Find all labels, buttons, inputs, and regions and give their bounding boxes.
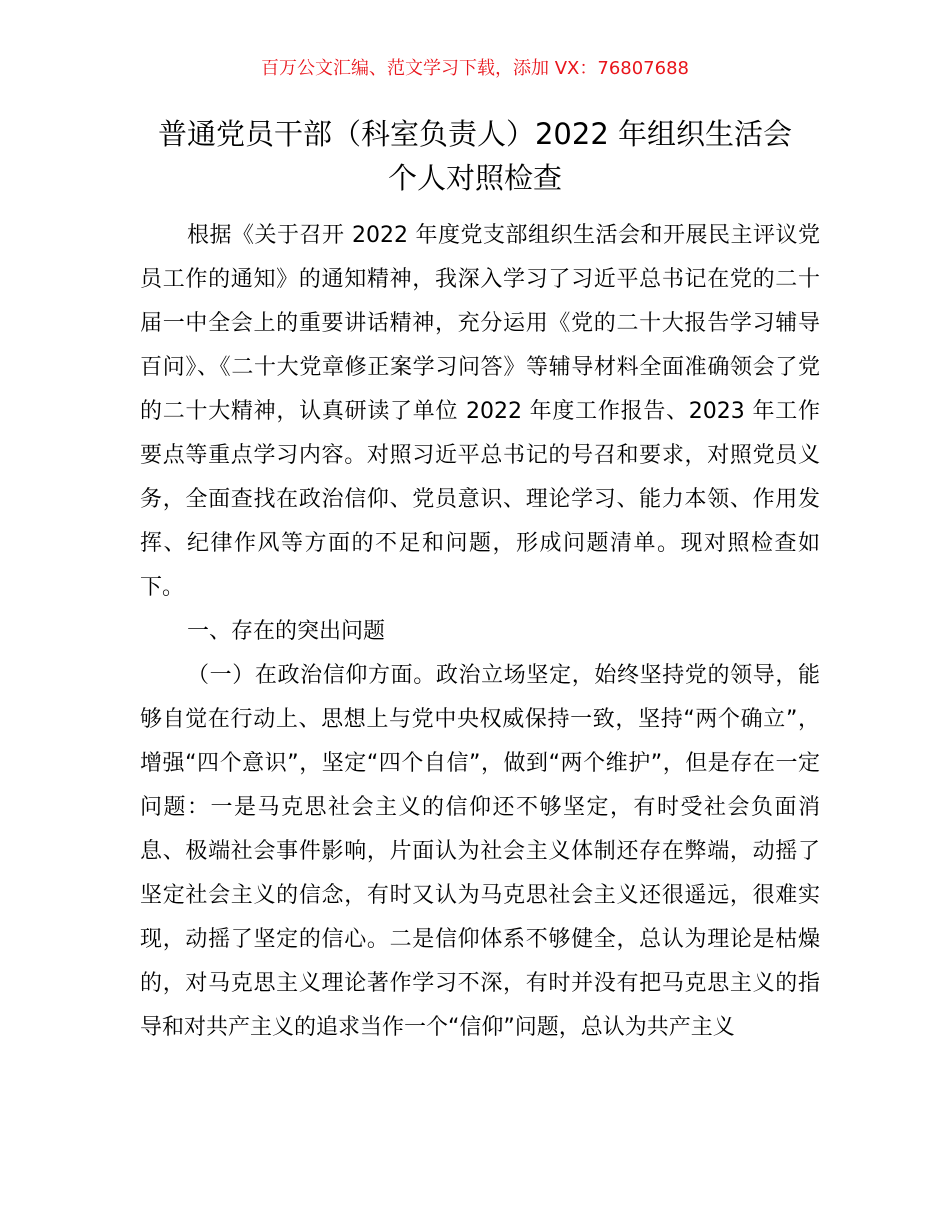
document-title <box>100 112 850 200</box>
intro-paragraph: 根据《关于召开 2022 年度党支部组织生活会和开展民主评议党员工作的通知》的通知精神，我深入学习了习近平总书记在党的二十届一中全会上的重要讲话精神，充分运用《党的二十大报告学习辅导百问》、《二十大党章修正案学习问答》等辅导材料全面准确领会了党的二十大精神，认真研读了单位 2022 年度工作报告、2023 年工作要点等重点学习内容。对照习近平总书记的号召和要求，对照党员义务，全面查找在政治信仰、党员意识、理论学习、能力本领、作用发挥、纪律作风等方面的不足和问题，形成问题清单。现对照检查如下。 <box>140 223 820 600</box>
section-heading: 一、存在的突出问题 <box>187 619 386 644</box>
document-body <box>140 214 820 1050</box>
title-line-1: 普通党员干部（科室负责人）2022 年组织生活会 <box>157 117 793 151</box>
header-promo-note: 百万公文汇编、范文学习下载，添加 VX：76807688 <box>261 58 689 79</box>
political-belief-paragraph: （一）在政治信仰方面。政治立场坚定，始终坚持党的领导，能够自觉在行动上、思想上与党中央权威保持一致，坚持“两个确立”，增强“四个意识”，坚定“四个自信”，做到“两个维护”，但是存在一定问题：一是马克思社会主义的信仰还不够坚定，有时受社会负面消息、极端社会事件影响，片面认为社会主义体制还存在弊端，动摇了坚定社会主义的信念，有时又认为马克思社会主义还很遥远，很难实现，动摇了坚定的信心。二是信仰体系不够健全，总认为理论是枯燥的，对马克思主义理论著作学习不深，有时并没有把马克思主义的指导和对共产主义的追求当作一个“信仰”问题，总认为共产主义 <box>140 663 820 1040</box>
title-line-2: 个人对照检查 <box>387 161 562 195</box>
